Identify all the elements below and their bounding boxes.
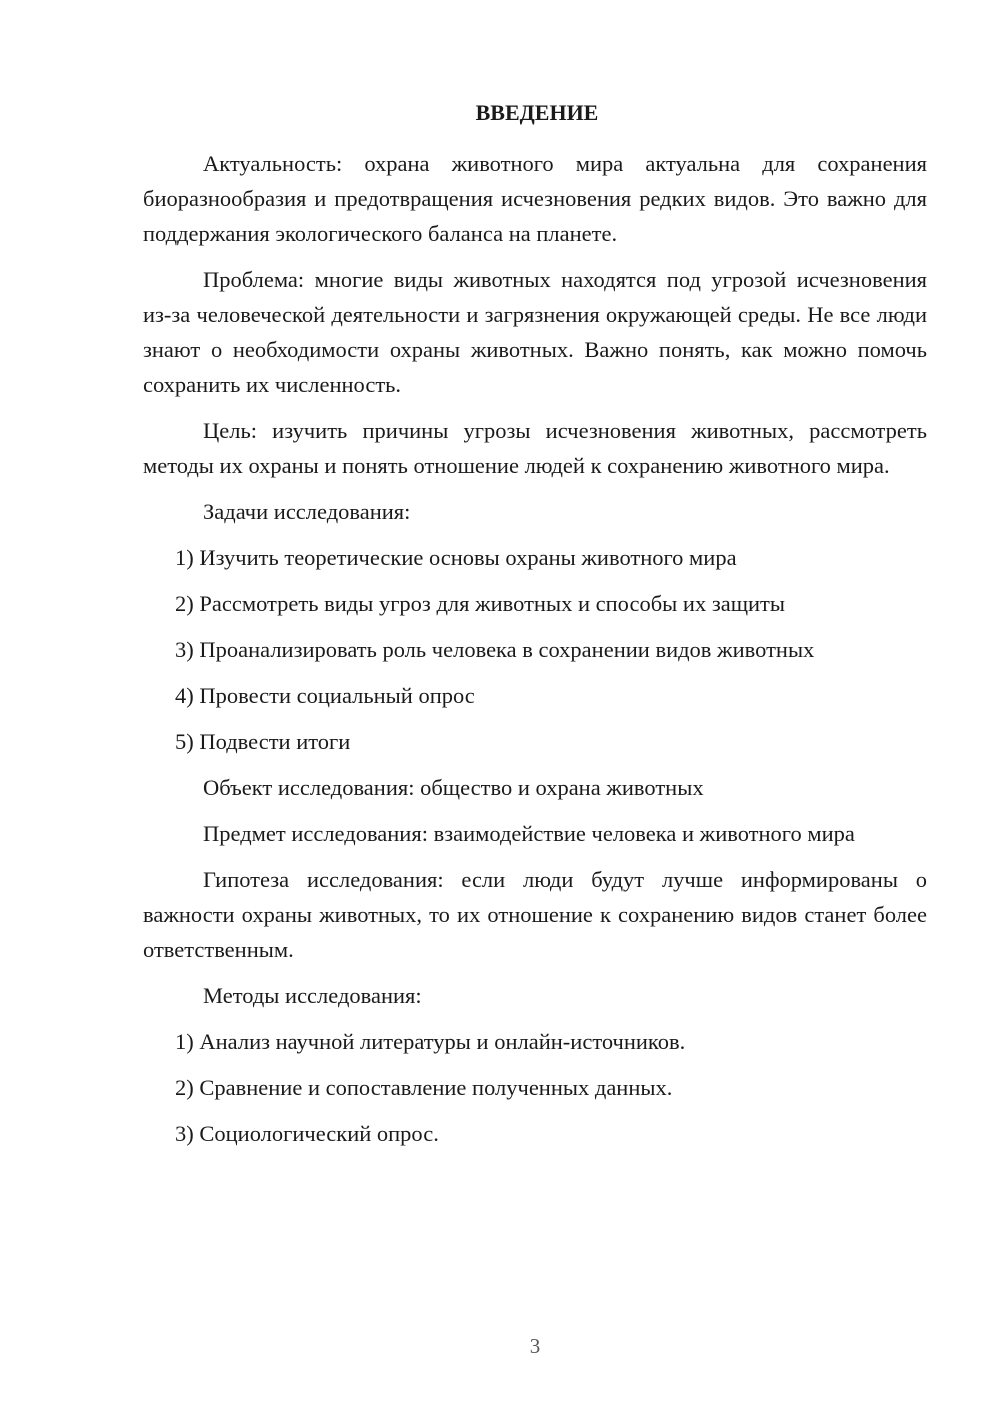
methods-list xyxy=(143,1024,927,1151)
list-item: 3) Проанализировать роль человека в сохранении видов животных xyxy=(175,637,815,662)
page-number: 3 xyxy=(529,1334,541,1358)
list-item: 1) Изучить теоретические основы охраны животного мира xyxy=(175,545,737,570)
list-item: 2) Сравнение и сопоставление полученных данных. xyxy=(175,1075,673,1100)
tasks-list xyxy=(143,540,927,759)
list-item: 3) Социологический опрос. xyxy=(175,1121,439,1146)
problem-paragraph: Проблема: многие виды животных находятся под угрозой исчезновения из-за человеческой деятельности и загрязнения окружающей среды. Не все люди знают о необходимости охраны животных. Важно понять, как можно помочь сохранить их численность. xyxy=(143,267,927,397)
list-item: 4) Провести социальный опрос xyxy=(175,683,475,708)
page-content xyxy=(143,98,927,1162)
goal-paragraph: Цель: изучить причины угрозы исчезновения животных, рассмотреть методы их охраны и понять отношение людей к сохранению животного мира. xyxy=(143,418,927,478)
subject-paragraph: Предмет исследования: взаимодействие человека и животного мира xyxy=(203,821,855,846)
tasks-heading: Задачи исследования: xyxy=(203,499,411,524)
list-item: 5) Подвести итоги xyxy=(175,729,351,754)
page-title: ВВЕДЕНИЕ xyxy=(475,100,599,125)
object-paragraph: Объект исследования: общество и охрана животных xyxy=(203,775,704,800)
methods-heading: Методы исследования: xyxy=(203,983,422,1008)
hypothesis-paragraph: Гипотеза исследования: если люди будут лучше информированы о важности охраны животных, то их отношение к сохранению видов станет более ответственным. xyxy=(143,867,927,962)
relevance-paragraph: Актуальность: охрана животного мира актуальна для сохранения биоразнообразия и предотвращения исчезновения редких видов. Это важно для поддержания экологического баланса на планете. xyxy=(143,151,927,246)
list-item: 2) Рассмотреть виды угроз для животных и способы их защиты xyxy=(175,591,786,616)
list-item: 1) Анализ научной литературы и онлайн-источников. xyxy=(175,1029,686,1054)
